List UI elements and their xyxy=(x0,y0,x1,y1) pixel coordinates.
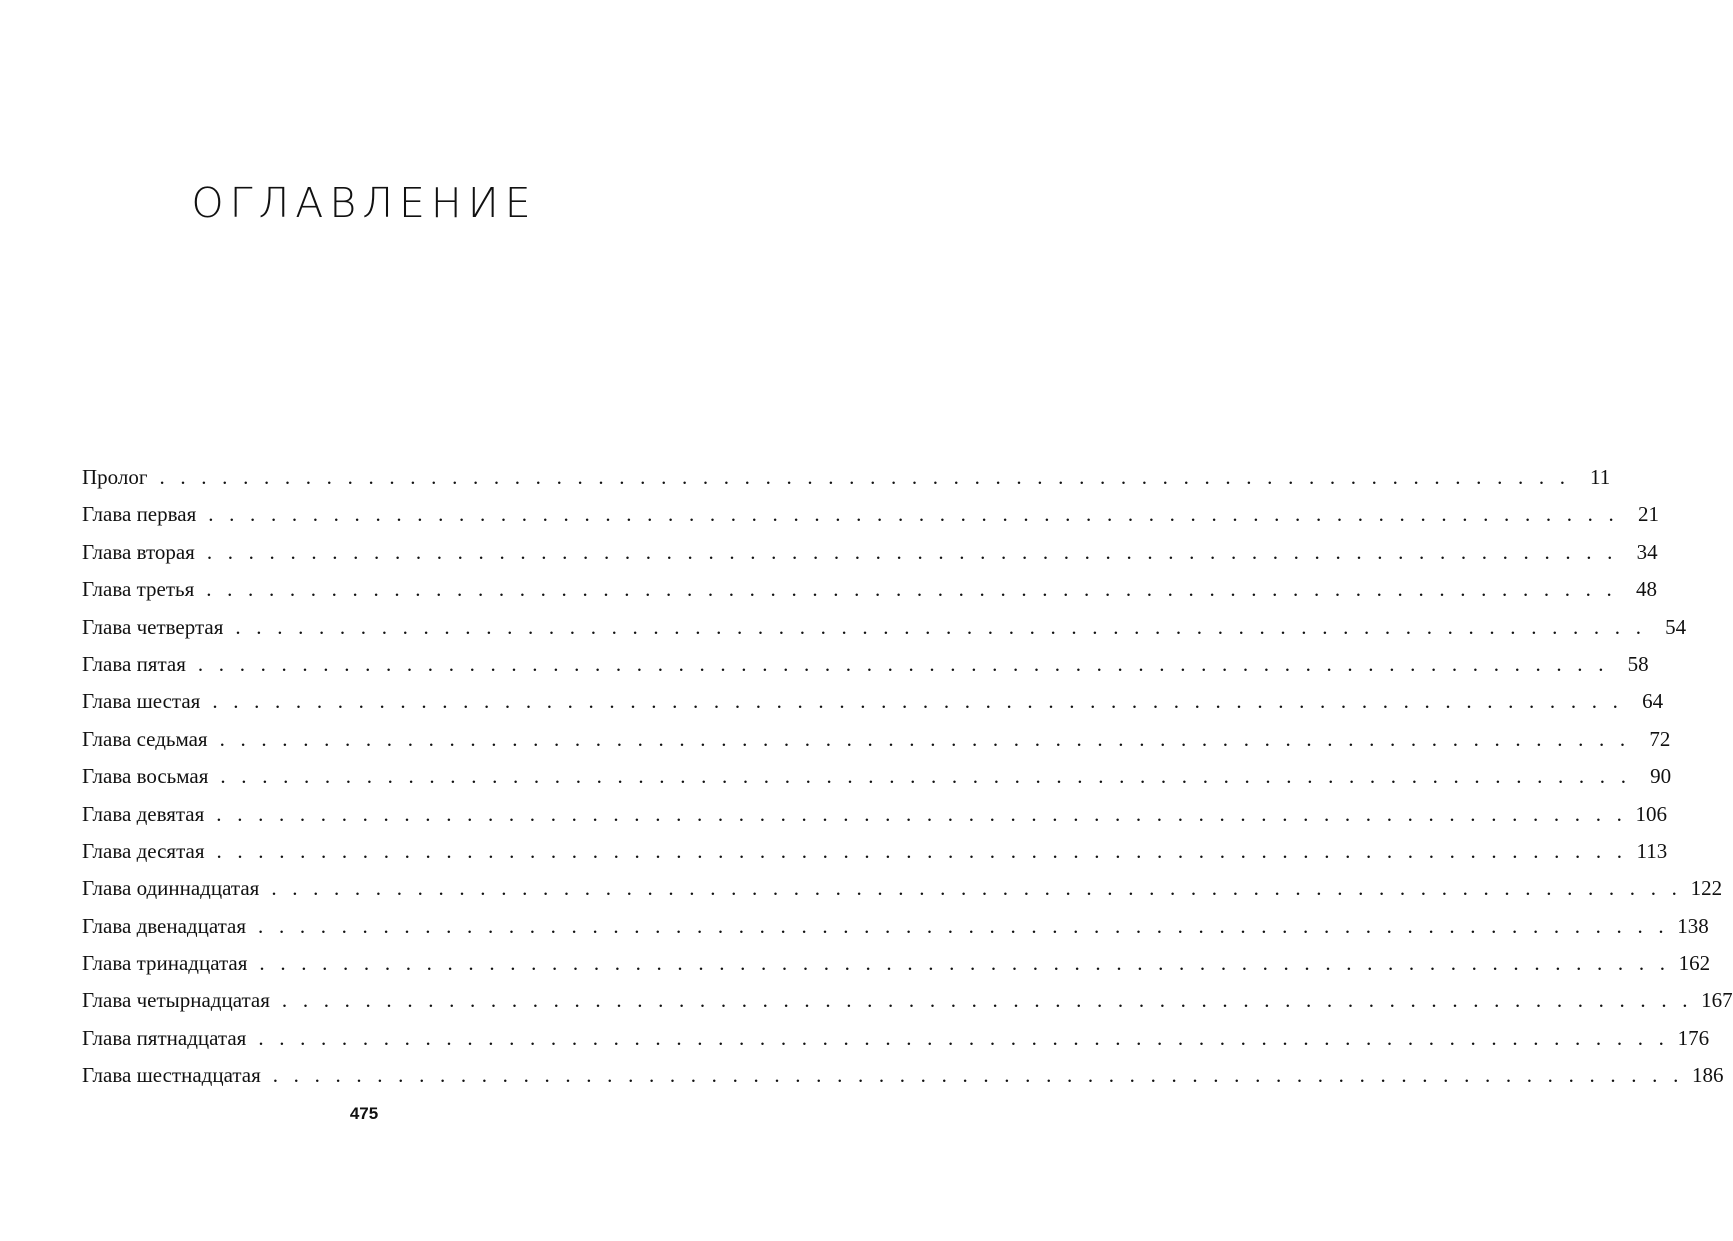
dot-leader: . . . . . . . . . . . . . . . . . . . . . . . . . . . . . . . . . . . . . . . . . . . . . . . . . . . . . . . . . . . . . . . . . . . . xyxy=(281,988,1693,1013)
toc-entry[interactable] xyxy=(82,721,1671,758)
toc-entry-title: Пролог xyxy=(82,465,148,489)
toc-entry[interactable] xyxy=(82,496,1659,533)
dot-leader: . . . . . . . . . . . . . . . . . . . . . . . . . . . . . . . . . . . . . . . . . . . . . . . . . . . . . . . . . . . . . . . . . . . . xyxy=(220,764,1632,789)
dot-leader: . . . . . . . . . . . . . . . . . . . . . . . . . . . . . . . . . . . . . . . . . . . . . . . . . . . . . . . . . . . . . . . . . . . . xyxy=(216,801,1628,826)
toc-entry-page-number: 72 xyxy=(1649,726,1671,751)
page-number: 475 xyxy=(349,1104,379,1123)
toc-entry-title: Глава девятая xyxy=(82,801,205,826)
toc-entry-page-number: 106 xyxy=(1635,801,1668,826)
toc-entry-page-number: 21 xyxy=(1638,502,1659,527)
dot-leader: . . . . . . . . . . . . . . . . . . . . . . . . . . . . . . . . . . . . . . . . . . . . . . . . . . . . . . . . . . . . . . . . . . . . xyxy=(219,726,1631,751)
dot-leader: . . . . . . . . . . . . . . . . . . . . . . . . . . . . . . . . . . . . . . . . . . . . . . . . . . . . . . . . . . . . . . . . . . . . xyxy=(216,838,1628,863)
toc-entry-title: Глава четвертая xyxy=(82,614,224,639)
toc-entry[interactable] xyxy=(82,758,1672,795)
toc-entry[interactable] xyxy=(82,646,1649,683)
toc-entry[interactable] xyxy=(82,945,1711,982)
toc-entry[interactable] xyxy=(82,982,1733,1019)
dot-leader: . . . . . . . . . . . . . . . . . . . . . . . . . . . . . . . . . . . . . . . . . . . . . . . . . . . . . . . . . . . . . . . . . . . . xyxy=(235,614,1647,639)
toc-entry[interactable] xyxy=(82,459,1611,496)
toc-entry[interactable] xyxy=(82,571,1657,608)
toc-entry[interactable] xyxy=(82,1057,1724,1094)
toc-entry-page-number: 122 xyxy=(1690,876,1723,901)
toc-entry-page-number: 176 xyxy=(1677,1025,1710,1050)
toc-entry-page-number: 113 xyxy=(1636,838,1668,863)
toc-entry-title: Глава пятая xyxy=(82,651,186,676)
toc-entry[interactable] xyxy=(82,609,1687,646)
page-title: ОГЛАВЛЕНИЕ xyxy=(191,179,537,228)
dot-leader: . . . . . . . . . . . . . . . . . . . . . . . . . . . . . . . . . . . . . . . . . . . . . . . . . . . . . . . . . . . . . . . . . . . . xyxy=(206,539,1618,564)
toc-entry-page-number: 167 xyxy=(1701,988,1733,1013)
toc-entry-page-number: 186 xyxy=(1692,1063,1724,1088)
dot-leader: . . . . . . . . . . . . . . . . . . . . . . . . . . . . . . . . . . . . . . . . . . . . . . . . . . . . . . . . . . . . . . . . . . . . xyxy=(258,1025,1670,1050)
toc-entry-title: Глава пятнадцатая xyxy=(82,1025,247,1050)
toc-entry-title: Глава тринадцатая xyxy=(82,951,248,976)
toc-entry-title: Глава одиннадцатая xyxy=(82,876,260,901)
toc-entry-page-number: 34 xyxy=(1636,539,1658,564)
toc-entry-page-number: 48 xyxy=(1636,577,1657,602)
dot-leader: . . . . . . . . . . . . . . . . . . . . . . . . . . . . . . . . . . . . . . . . . . . . . . . . . . . . . . . . . . . . . . . . . . . . xyxy=(271,876,1683,901)
toc-entry-title: Глава вторая xyxy=(82,539,195,564)
toc-entry-page-number: 11 xyxy=(1590,465,1611,489)
toc-entry-page-number: 54 xyxy=(1665,614,1687,639)
toc-entry[interactable] xyxy=(82,796,1668,833)
toc-entry-title: Глава шестнадцатая xyxy=(82,1063,261,1088)
toc-entry-title: Глава первая xyxy=(82,502,197,527)
toc-entry[interactable] xyxy=(82,534,1658,571)
toc-entry-title: Глава двенадцатая xyxy=(82,913,247,938)
dot-leader: . . . . . . . . . . . . . . . . . . . . . . . . . . . . . . . . . . . . . . . . . . . . . . . . . . . . . . . . . . . . . . . . . . . . xyxy=(259,951,1671,976)
toc-entry-page-number: 90 xyxy=(1650,764,1672,789)
toc-entry[interactable] xyxy=(82,833,1668,870)
dot-leader: . . . . . . . . . . . . . . . . . . . . . . . . . . . . . . . . . . . . . . . . . . . . . . . . . . . . . . . . . . . . . . . . . . . . xyxy=(208,502,1619,527)
toc-entry-page-number: 162 xyxy=(1678,951,1711,976)
toc-entry-title: Глава седьмая xyxy=(82,726,208,751)
toc-entry-title: Глава третья xyxy=(82,577,195,602)
toc-entry-title: Глава четырнадцатая xyxy=(82,988,270,1013)
toc-entry-page-number: 138 xyxy=(1677,913,1709,938)
dot-leader: . . . . . . . . . . . . . . . . . . . . . . . . . . . . . . . . . . . . . . . . . . . . . . . . . . . . . . . . . . . . . . . . . . . . xyxy=(206,577,1617,602)
dot-leader: . . . . . . . . . . . . . . . . . . . . . . . . . . . . . . . . . . . . . . . . . . . . . . . . . . . . . . . . . . . . . . . . . . . . xyxy=(258,913,1669,938)
toc-entry-title: Глава десятая xyxy=(82,838,205,863)
toc-entry[interactable] xyxy=(82,1020,1710,1057)
toc-entry-title: Глава шестая xyxy=(82,689,201,714)
toc-entry[interactable] xyxy=(82,683,1664,720)
toc-entry-page-number: 58 xyxy=(1627,651,1649,676)
dot-leader: . . . . . . . . . . . . . . . . . . . . . . . . . . . . . . . . . . . . . . . . . . . . . . . . . . . . . . . . . . . . . . . . . . . . xyxy=(272,1063,1684,1088)
toc-entry-title: Глава восьмая xyxy=(82,764,209,789)
table-of-contents xyxy=(82,459,1733,1095)
dot-leader: . . . . . . . . . . . . . . . . . . . . . . . . . . . . . . . . . . . . . . . . . . . . . . . . . . . . . . . . . . . . . . . . . . . . xyxy=(212,689,1624,714)
dot-leader: . . . . . . . . . . . . . . . . . . . . . . . . . . . . . . . . . . . . . . . . . . . . . . . . . . . . . . . . . . . . . . . . . . . . xyxy=(159,465,1571,489)
dot-leader: . . . . . . . . . . . . . . . . . . . . . . . . . . . . . . . . . . . . . . . . . . . . . . . . . . . . . . . . . . . . . . . . . . . . xyxy=(197,651,1609,676)
toc-entry[interactable] xyxy=(82,870,1723,907)
toc-entry[interactable] xyxy=(82,908,1709,945)
toc-entry-page-number: 64 xyxy=(1642,689,1664,714)
